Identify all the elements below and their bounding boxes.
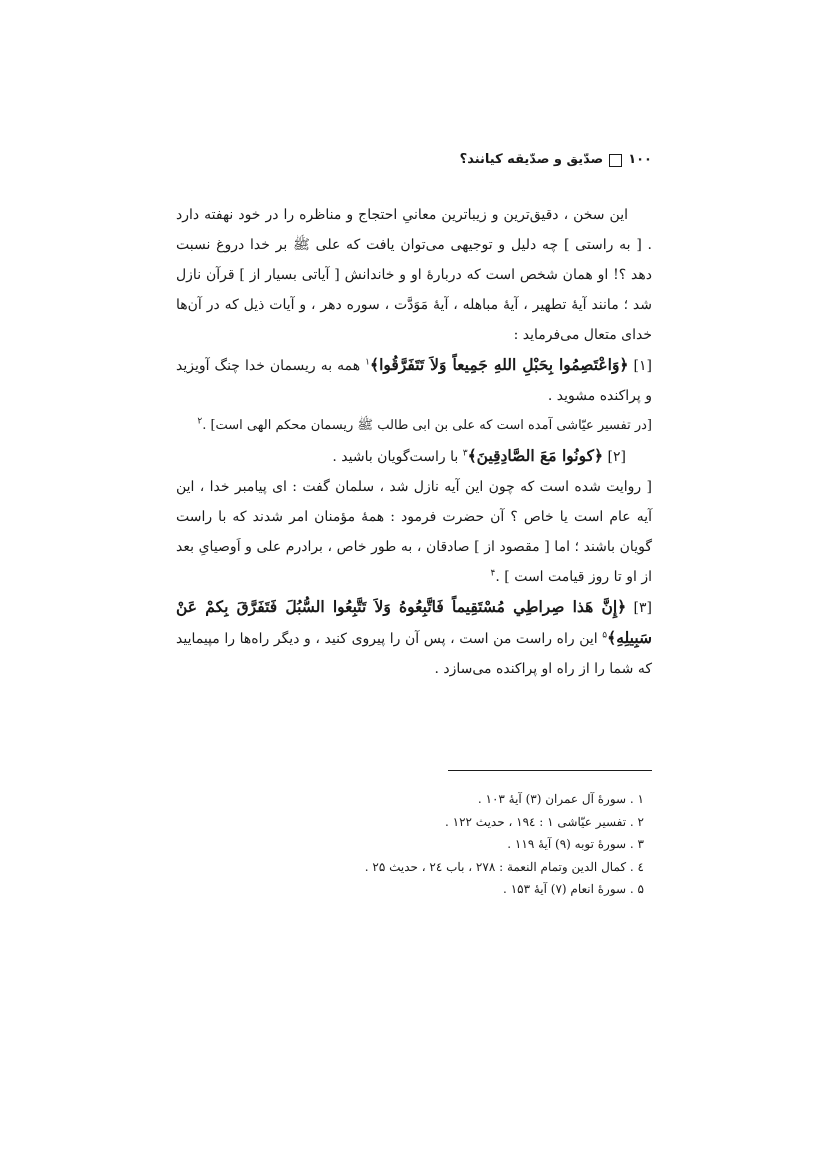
verse-1-translation: همه به ریسمان خدا چنگ آویزید و پراکنده مشوید .: [176, 358, 652, 404]
footnote-item: ۵ . سورهٔ انعام (۷) آیهٔ ۱۵۳ .: [503, 882, 644, 896]
footnote-ref-4: ۴: [490, 568, 496, 579]
footnote-ref-2: ۲: [197, 416, 203, 427]
main-text: [176, 200, 652, 684]
intro-paragraph: این سخن ، دقیق‌ترین و زیباترین معانیِ احتجاج و مناظره را در خود نهفته دارد . [ به راستی ] چه دلیل و توجیهی می‌توان یافت که علی ﷺ بر خدا دروغ نسبت دهد ؟! او همان شخص است که دربارهٔ او و خاندانش [ آیاتی بسیار از ] قرآن نازل شد ؛ مانند آیهٔ تطهیر ، آیهٔ مباهله ، آیهٔ مَوَدَّت ، سوره دهر ، و آیات ذیل که در آن‌ها خدای متعال می‌فرماید :: [176, 207, 652, 343]
verse-3-number: [۳]: [633, 600, 652, 616]
footnote-item: ۳ . سورهٔ توبه (۹) آیهٔ ۱۱۹ .: [507, 837, 644, 851]
tafsir-note: [176, 411, 652, 441]
footnote-item: ٤ . کمال الدین وتمام النعمة : ۲۷۸ ، باب ۲٤ ، حدیث ۲۵ .: [364, 859, 644, 874]
narration-paragraph: [176, 472, 652, 592]
chapter-title: صدّیق و صدّیقه کیانند؟: [459, 152, 604, 167]
verse-3-arabic: ﴿إِنَّ هَذا صِراطِي مُسْتَقِيماً فَاتَّبِعُوهُ وَلاَ تَتَّبِعُوا السُّبُلَ فَتَفَرَّقَ بِكمْ عَنْ سَبِيلِهِ﴾: [176, 597, 653, 647]
footnotes-list: [176, 788, 652, 901]
verse-3: [176, 592, 652, 684]
running-header: [176, 150, 652, 170]
footnote-item: ۱ . سورهٔ آل عمران (۳) آیهٔ ۱۰۳ .: [477, 792, 644, 806]
verse-1-arabic: ﴿وَاعْتَصِمُوا بِحَبْلِ اللهِ جَمِيعاً وَلاَ تَتَفَرَّقُوا﴾: [370, 355, 629, 374]
verse-1: [176, 350, 652, 411]
page-number: ۱۰۰: [628, 152, 652, 167]
verse-3-translation: این راه راست من است ، پس آن را پیروی کنید ، و دیگر راه‌ها را مپیمایید که شما را از راه او پراکنده می‌سازد .: [176, 631, 652, 677]
footnote-divider: [448, 770, 652, 771]
footnote-item: ۲ . تفسیر عیّاشی ۱ : ۱۹٤ ، حدیث ۱۲۲ .: [445, 814, 644, 829]
tafsir-note-text: [در تفسیر عیّاشی آمده است که علی بن ابی طالب ﷺ ریسمان محکم الهی است] .: [202, 418, 652, 433]
verse-2-translation: با راست‌گویان باشید .: [332, 449, 459, 465]
square-ornament-icon: [609, 154, 622, 167]
narration-text: [ روایت شده است که چون این آیه نازل شد ، سلمان گفت : ای پیامبر خدا ، این آیه عام است یا خاص ؟ آن حضرت فرمود : همهٔ مؤمنان امر شدند که با راست گویان باشند ؛ اما [ مقصود از ] صادقان ، به طور خاص ، برادرم علی و اَوصیایِ بعد از او تا روز قیامت است ] .: [176, 479, 652, 585]
footnote-ref-3: ۳: [462, 448, 468, 459]
verse-2-arabic: ﴿كونُوا مَعَ الصَّادِقِينَ﴾: [467, 446, 604, 465]
verse-1-number: [۱]: [633, 358, 653, 374]
verse-2-number: [۲]: [607, 449, 626, 465]
footnote-ref-1: ۱: [365, 357, 370, 368]
verse-2: [176, 441, 652, 472]
footnote-ref-5: ۵: [602, 630, 608, 641]
